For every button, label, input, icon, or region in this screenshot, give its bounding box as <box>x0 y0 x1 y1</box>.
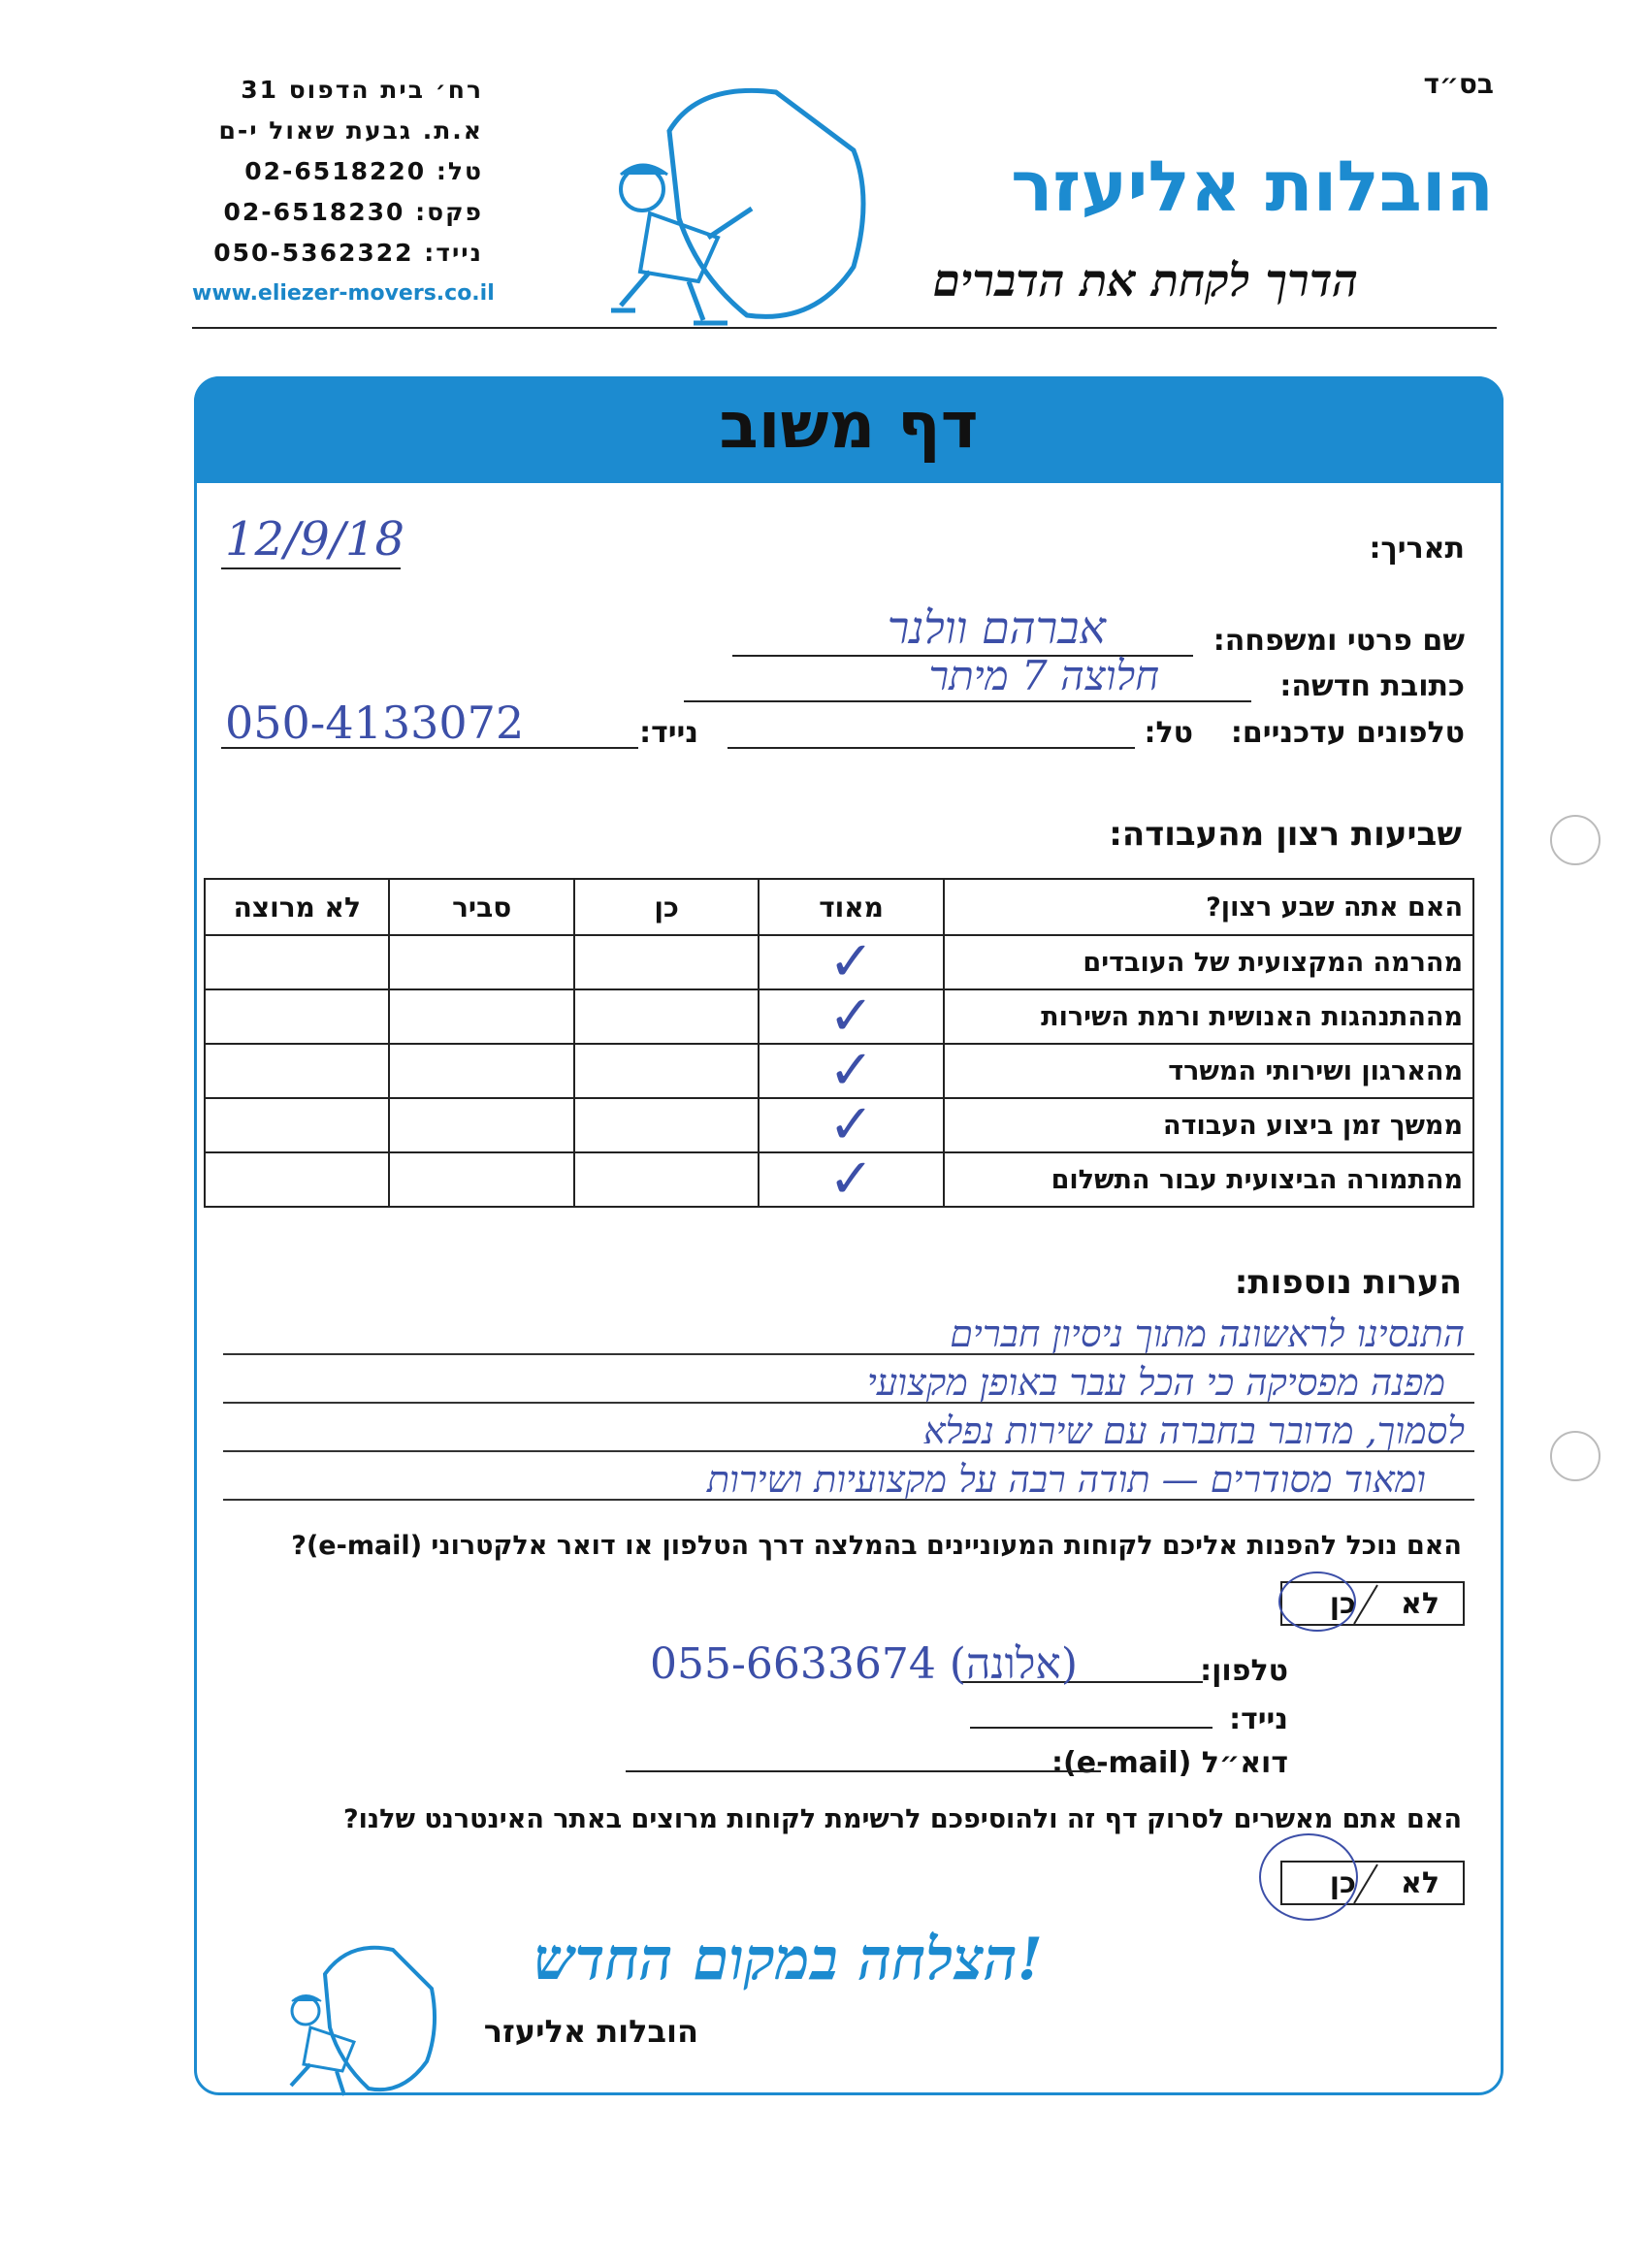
address-label: כתובת חדשה: <box>1279 669 1465 703</box>
yes-option[interactable]: כן <box>1329 1866 1356 1900</box>
referral-question: האם נוכל להפנות אליכם לקוחות המעוניינים בהמלצה דרך הטלפון או דואר אלקטרוני (e-mail)? <box>291 1531 1462 1561</box>
col-unsatisfied: לא מרוצה <box>205 879 389 935</box>
table-row <box>205 1044 1473 1098</box>
check-mark: ✓ <box>828 1093 875 1156</box>
mobile-value[interactable]: 050-4133072 <box>225 697 525 749</box>
no-option[interactable]: לא <box>1401 1587 1439 1621</box>
referral-mobile-label: נייד: <box>1229 1702 1288 1736</box>
col-reasonable: סביר <box>389 879 573 935</box>
empty-cell[interactable] <box>574 1044 759 1098</box>
date-value[interactable]: 12/9/18 <box>225 512 405 567</box>
name-label: שם פרטי ומשפחה: <box>1212 624 1465 658</box>
row-label: מהארגון ושירותי המשרד <box>944 1044 1473 1098</box>
website-link[interactable]: www.eliezer-movers.co.il <box>192 281 495 306</box>
empty-cell[interactable] <box>205 935 389 989</box>
satisfaction-table <box>204 878 1474 1211</box>
header-divider <box>192 327 1497 329</box>
col-very: מאוד <box>759 879 943 935</box>
empty-cell[interactable] <box>574 989 759 1044</box>
note-text[interactable]: ומאוד מסודרים — תודה רבה על מקצועיות ושירות <box>706 1458 1426 1501</box>
contact-fax: פקס: 02-6518230 <box>223 198 483 226</box>
company-name: הובלות אליעזר <box>1011 146 1494 227</box>
empty-cell[interactable] <box>205 1152 389 1207</box>
selected-circle <box>1259 1833 1358 1921</box>
row-label: מהתמורה הביצועית עבור התשלום <box>944 1152 1473 1207</box>
check-mark: ✓ <box>828 930 875 993</box>
phones-label: טלפונים עדכניים: <box>1230 716 1465 750</box>
punch-hole <box>1550 815 1600 865</box>
selected-circle <box>1278 1571 1356 1632</box>
footer-slogan: !הצלחה במקום החדש <box>533 1926 1043 1993</box>
col-yes: כן <box>574 879 759 935</box>
empty-cell[interactable] <box>389 1044 573 1098</box>
bsd-mark: בס״ד <box>1423 68 1494 100</box>
empty-cell[interactable] <box>205 989 389 1044</box>
consent-question: האם אתם מאשרים לסרוק דף זה ולהוסיפכם לרשימת לקוחות מרוצים באתר האינטרנט שלנו? <box>342 1804 1462 1834</box>
row-label: ממשך זמן ביצוע העבודה <box>944 1098 1473 1152</box>
check-cell[interactable] <box>759 985 943 1048</box>
check-mark: ✓ <box>828 1039 875 1102</box>
no-option[interactable]: לא <box>1401 1866 1439 1900</box>
mobile-underline <box>221 747 638 749</box>
contact-address: רח׳ בית הדפוס 31 <box>241 76 483 104</box>
table-row <box>205 935 1473 989</box>
empty-cell[interactable] <box>574 1098 759 1152</box>
table-row <box>205 989 1473 1044</box>
address-underline <box>684 700 1251 702</box>
table-row <box>205 1152 1473 1207</box>
form-title: דף משוב <box>719 388 979 463</box>
table-header-row <box>205 879 1473 935</box>
name-value[interactable]: אברהם וולנר <box>887 601 1106 654</box>
row-label: מההתנהגות האנושית ורמת השירות <box>944 989 1473 1044</box>
row-label: מהרמה המקצועית של העובדים <box>944 935 1473 989</box>
empty-cell[interactable] <box>389 1152 573 1207</box>
mover-carrying-load-icon <box>267 1935 441 2100</box>
referral-mobile-underline <box>970 1727 1212 1729</box>
tel-underline <box>728 747 1135 749</box>
empty-cell[interactable] <box>205 1044 389 1098</box>
referral-phone-label: טלפון: <box>1200 1654 1288 1688</box>
note-text[interactable]: התנסינו לראשונה מתוך ניסיון חברים <box>950 1312 1465 1355</box>
check-cell[interactable] <box>759 1093 943 1156</box>
empty-cell[interactable] <box>205 1098 389 1152</box>
empty-cell[interactable] <box>574 935 759 989</box>
referral-email-label: דוא״ל (e-mail): <box>1051 1746 1288 1780</box>
check-mark: ✓ <box>828 1148 875 1211</box>
contact-phone: טל: 02-6518220 <box>244 157 483 185</box>
yes-option[interactable]: כן <box>1329 1587 1356 1621</box>
check-cell[interactable] <box>759 1039 943 1102</box>
mobile-label: נייד: <box>639 716 698 750</box>
date-underline <box>221 567 401 569</box>
address-value[interactable]: חלוצה 7 מיתר <box>928 652 1159 699</box>
empty-cell[interactable] <box>389 989 573 1044</box>
contact-mobile: נייד: 050-5362322 <box>213 239 483 267</box>
notes-title: הערות נוספות: <box>1234 1263 1462 1302</box>
referral-email-underline <box>626 1770 1101 1772</box>
check-cell[interactable] <box>759 1148 943 1211</box>
check-mark: ✓ <box>828 985 875 1048</box>
tel-label: טל: <box>1144 716 1193 750</box>
empty-cell[interactable] <box>389 1098 573 1152</box>
date-label: תאריך: <box>1369 532 1465 566</box>
check-cell[interactable] <box>759 930 943 993</box>
mover-carrying-load-icon <box>582 73 873 335</box>
empty-cell[interactable] <box>574 1152 759 1207</box>
referral-phone-value[interactable]: 055-6633674 (אלונה) <box>650 1639 1079 1689</box>
question-header: האם אתה שבע רצון? <box>944 879 1473 935</box>
company-slogan: הדרך לקחת את הדברים <box>932 254 1358 307</box>
footer-company-name: הובלות אליעזר <box>483 2013 698 2050</box>
empty-cell[interactable] <box>389 935 573 989</box>
note-text[interactable]: לסמוך, מדובר בחברה עם שירות נפלא <box>922 1409 1465 1452</box>
note-text[interactable]: מפנה מפסיקה כי הכל עבר באופן מקצועי <box>866 1361 1445 1404</box>
contact-area: א.ת. גבעת שאול י-ם <box>218 116 483 145</box>
satisfaction-title: שביעות רצון מהעבודה: <box>1109 815 1462 854</box>
punch-hole <box>1550 1431 1600 1481</box>
table-row <box>205 1098 1473 1152</box>
